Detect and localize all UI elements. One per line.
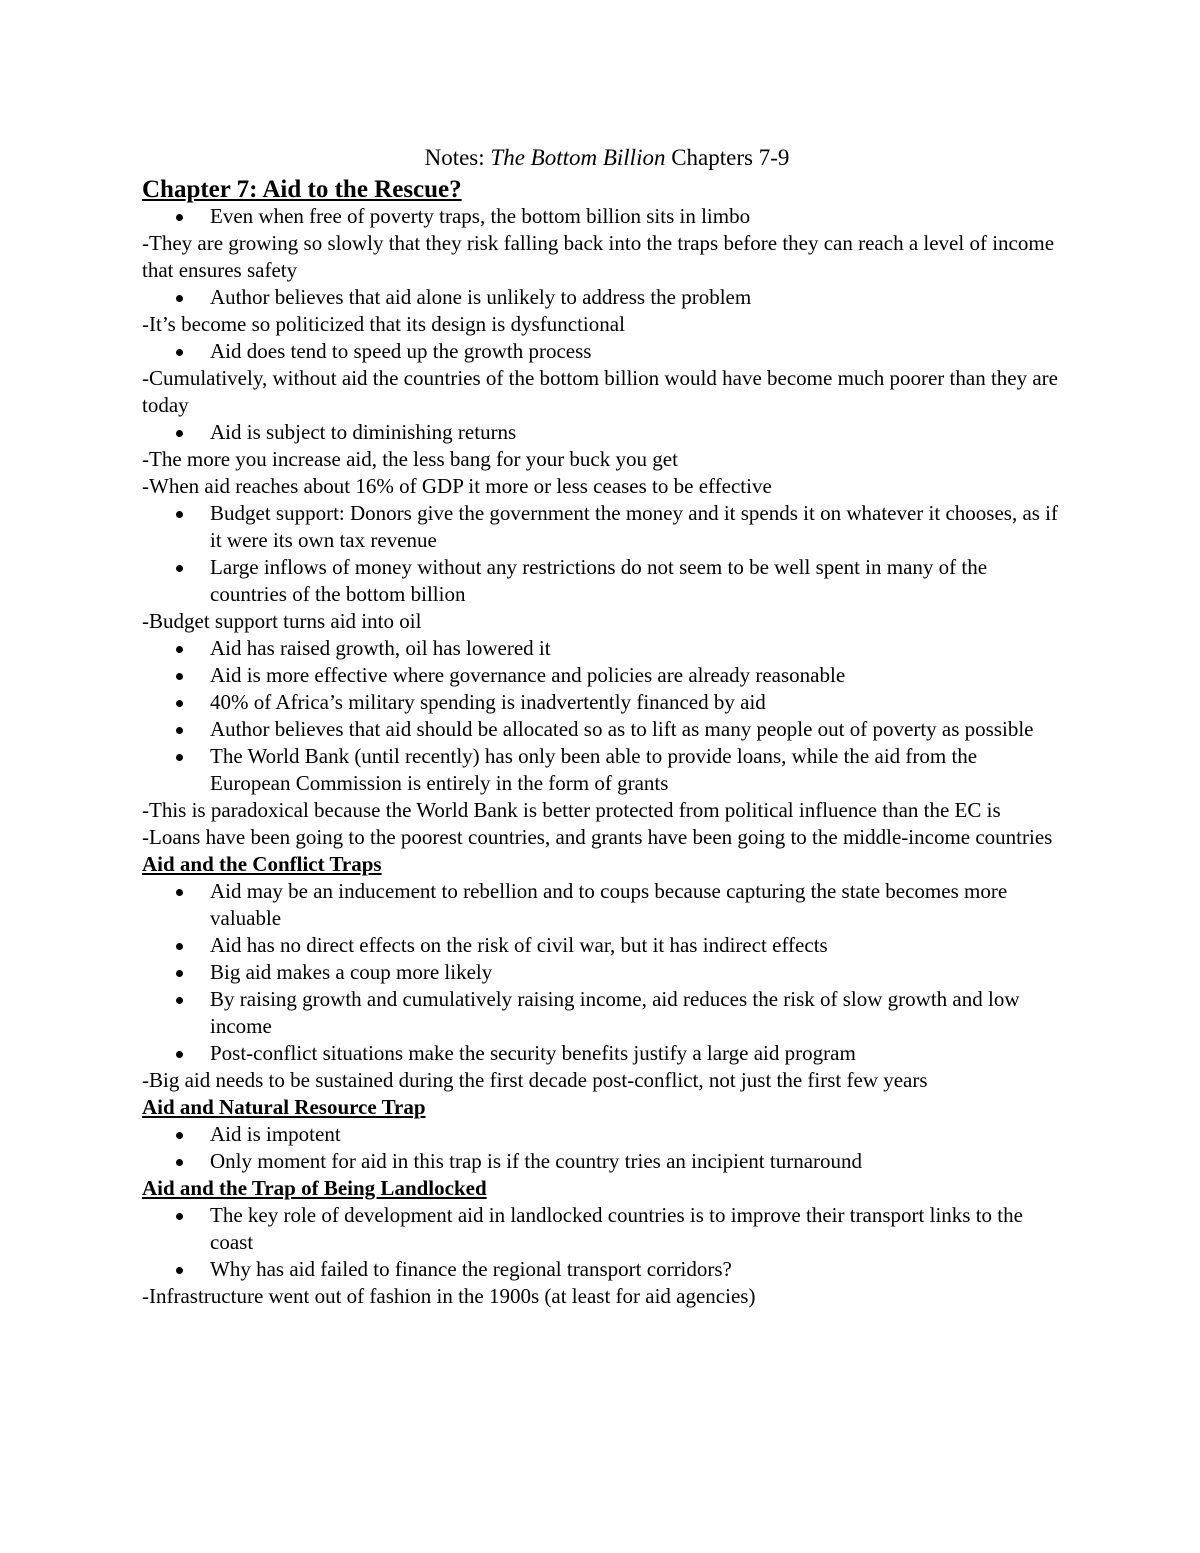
bullet-item: Large inflows of money without any restrictions do not seem to be well spent in many of the countries of the bottom billion (142, 554, 1062, 608)
bullet-item: The key role of development aid in landlocked countries is to improve their transport links to the coast (142, 1202, 1062, 1256)
dash-note: -Cumulatively, without aid the countries of the bottom billion would have become much poorer than they are today (142, 366, 1058, 417)
dash-note: -Infrastructure went out of fashion in the 1900s (at least for aid agencies) (142, 1284, 756, 1308)
section-heading: Aid and Natural Resource Trap (142, 1095, 426, 1119)
dash-note: -This is paradoxical because the World Bank is better protected from political influence than the EC is (142, 798, 1001, 822)
title-suffix: Chapters 7-9 (665, 145, 790, 170)
dash-note: -Budget support turns aid into oil (142, 609, 422, 633)
bullet-item: Aid is more effective where governance and policies are already reasonable (142, 662, 1062, 689)
bullet-item: Why has aid failed to finance the regional transport corridors? (142, 1256, 1062, 1283)
dash-note: -When aid reaches about 16% of GDP it more or less ceases to be effective (142, 474, 772, 498)
dash-note: -It’s become so politicized that its design is dysfunctional (142, 312, 625, 336)
bullet-item: Post-conflict situations make the security benefits justify a large aid program (142, 1040, 1062, 1067)
bullet-item: Author believes that aid alone is unlikely to address the problem (142, 284, 1062, 311)
bullet-item: Aid is subject to diminishing returns (142, 419, 1062, 446)
section-heading: Aid and the Trap of Being Landlocked (142, 1176, 487, 1200)
bullet-item: 40% of Africa’s military spending is inadvertently financed by aid (142, 689, 1062, 716)
dash-note: -They are growing so slowly that they risk falling back into the traps before they can reach a level of income that ensures safety (142, 231, 1055, 282)
document-title (152, 140, 1062, 176)
notes-body (142, 176, 1062, 1310)
bullet-item: Big aid makes a coup more likely (142, 959, 1062, 986)
bullet-item: Aid does tend to speed up the growth process (142, 338, 1062, 365)
bullet-item: Even when free of poverty traps, the bottom billion sits in limbo (142, 203, 1062, 230)
bullet-item: Author believes that aid should be allocated so as to lift as many people out of poverty as possible (142, 716, 1062, 743)
title-prefix: Notes: (424, 145, 491, 170)
bullet-item: Budget support: Donors give the government the money and it spends it on whatever it chooses, as if it were its own tax revenue (142, 500, 1062, 554)
section-heading: Aid and the Conflict Traps (142, 852, 382, 876)
bullet-item: By raising growth and cumulatively raising income, aid reduces the risk of slow growth and low income (142, 986, 1062, 1040)
bullet-item: Aid has no direct effects on the risk of civil war, but it has indirect effects (142, 932, 1062, 959)
bullet-item: Aid is impotent (142, 1121, 1062, 1148)
dash-note: -Loans have been going to the poorest countries, and grants have been going to the middle-income countries (142, 825, 1053, 849)
document-page (142, 140, 1062, 1310)
bullet-item: The World Bank (until recently) has only been able to provide loans, while the aid from the European Commission is entirely in the form of grants (142, 743, 1062, 797)
dash-note: -Big aid needs to be sustained during the first decade post-conflict, not just the first few years (142, 1068, 928, 1092)
dash-note: -The more you increase aid, the less bang for your buck you get (142, 447, 678, 471)
chapter-heading: Chapter 7: Aid to the Rescue? (142, 176, 462, 203)
book-title: The Bottom Billion (490, 145, 666, 170)
bullet-item: Aid has raised growth, oil has lowered it (142, 635, 1062, 662)
bullet-item: Only moment for aid in this trap is if the country tries an incipient turnaround (142, 1148, 1062, 1175)
bullet-item: Aid may be an inducement to rebellion and to coups because capturing the state becomes more valuable (142, 878, 1062, 932)
